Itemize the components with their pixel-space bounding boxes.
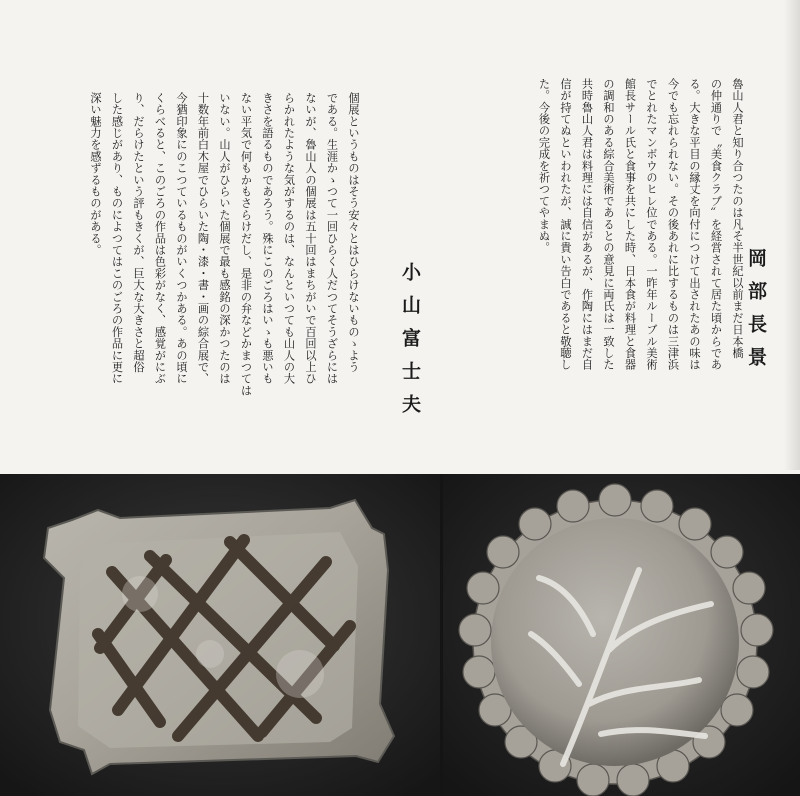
essay-line: 館長サール氏と食事を共にした時、日本食が料理と食器 — [623, 78, 637, 371]
essay-line: た。今後の完成を祈つてやまぬ。 — [537, 78, 551, 254]
essay-koyama — [85, 92, 365, 396]
essay-okabe — [533, 78, 748, 371]
essay-line: 信が持てぬといわれたが、誠に貴い告白であると敬聴し — [559, 78, 572, 371]
essay-line: 十数年前白木屋でひらいた陶・漆・書・画の綜合展で、 — [196, 92, 210, 385]
photo-round-plate — [443, 474, 800, 796]
essay-line: 深い魅力を感ずるものがある。 — [89, 92, 102, 256]
essay-line: である。生涯かゝつて一回ひらく人だつてそうざらには — [325, 92, 339, 385]
photo-square-plate — [0, 474, 440, 796]
essay-line: の調和のある綜合美術であるとの意見に両氏は一致した — [602, 78, 615, 371]
essay-line: の仲通りで〝美食クラブ〟を経営されて居た頃からであ — [709, 78, 723, 371]
author-name-koyama: 小山富士夫 — [399, 262, 421, 427]
essay-line: ないが、魯山人の個展は五十回はまちがいで百回以上ひ — [304, 92, 317, 385]
essay-line: 個展というものはそう安々とはひらけないものゝよう — [347, 92, 360, 373]
author-name-okabe: 岡部長景 — [745, 248, 767, 380]
essay-line: いない。山人がひらいた個展で最も感銘の深かつたのは — [218, 92, 231, 385]
page-edge — [784, 0, 800, 470]
essay-line: ない平気で何もかもさらけだし、是非の弁などかまつては — [239, 92, 253, 397]
round-plate-image — [443, 474, 800, 796]
square-plate-image — [0, 474, 440, 796]
essay-line: 今でも忘れられない。その後あれに比するものは三津浜 — [666, 78, 680, 371]
essay-line: 共時魯山人君は料理には自信があるが、作陶にはまだ自 — [580, 78, 594, 371]
essay-line: きさを語るものであろう。殊にこのごろはいゝも悪いも — [261, 92, 274, 385]
essay-line: 魯山人君と知り合つたのは凡そ半世紀以前まだ日本橋 — [731, 78, 744, 359]
essay-line: り、だらけたという評もきくが、巨大な大きさと超俗 — [132, 92, 145, 373]
essay-line: る。大きな平目の縁丈を向付につけて出されたあの味は — [688, 78, 701, 371]
essay-line: でとれたマンボウのヒレ位である。一昨年ルーブル美術 — [645, 78, 658, 371]
essay-line: らかれたような気がするのは、なんといつても山人の大 — [282, 92, 296, 385]
essay-line: 今猶印象にのこつているものがいくつかある。あの頃に — [175, 92, 188, 385]
essay-line: した感じがあり、ものによつてはこのごろの作品に更に — [110, 92, 124, 385]
essay-line: くらべると、このごろの作品は色彩がなく、感覚がにぶ — [153, 92, 167, 385]
